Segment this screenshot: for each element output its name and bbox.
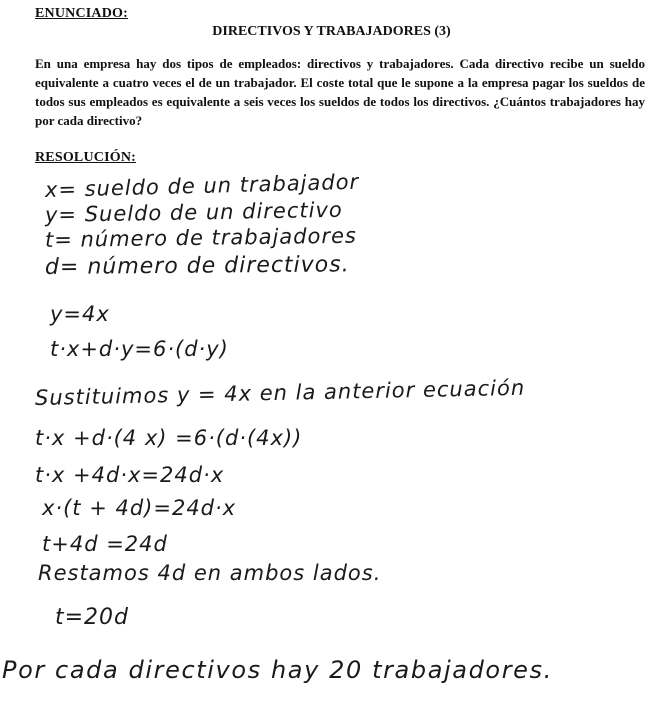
problem-title: DIRECTIVOS Y TRABAJADORES (3) [212, 24, 451, 39]
handwritten-equation: t=20d [55, 605, 130, 630]
handwritten-line: x= sueldo de un trabajador [44, 169, 360, 202]
handwritten-line: Sustituimos y = 4x en la anterior ecuación [34, 375, 526, 410]
handwritten-equation: t+4d =24d [42, 532, 168, 556]
handwritten-equation: y=4x [50, 302, 110, 326]
handwritten-equation: t·x +d·(4 x) =6·(d·(4x)) [35, 426, 303, 450]
handwritten-equation: t·x +4d·x=24d·x [35, 463, 225, 487]
handwritten-line: Restamos 4d en ambos lados. [38, 561, 382, 585]
handwritten-line: t= número de trabajadores [44, 223, 358, 252]
handwritten-equation: x·(t + 4d)=24d·x [42, 496, 237, 520]
resolucion-heading: RESOLUCIÓN: [35, 150, 136, 165]
problem-statement: En una empresa hay dos tipos de empleados: directivos y trabajadores. Cada directivo recibe un sueldo equivalente a cuatro veces el de un trabajador. El coste total que le supone a la empresa pagar los sueldos de todos sus empleados es equivalente a seis veces los sueldos de todos los directivos. ¿Cuántos trabajadores hay por cada directivo? [35, 56, 645, 128]
handwritten-line: y= Sueldo de un directivo [44, 197, 343, 227]
handwritten-equation: t·x+d·y=6·(d·y) [50, 337, 229, 361]
enunciado-heading: ENUNCIADO: [35, 6, 128, 21]
handwritten-line: d= número de directivos. [44, 252, 350, 280]
handwritten-conclusion: Por cada directivos hay 20 trabajadores. [2, 656, 553, 684]
